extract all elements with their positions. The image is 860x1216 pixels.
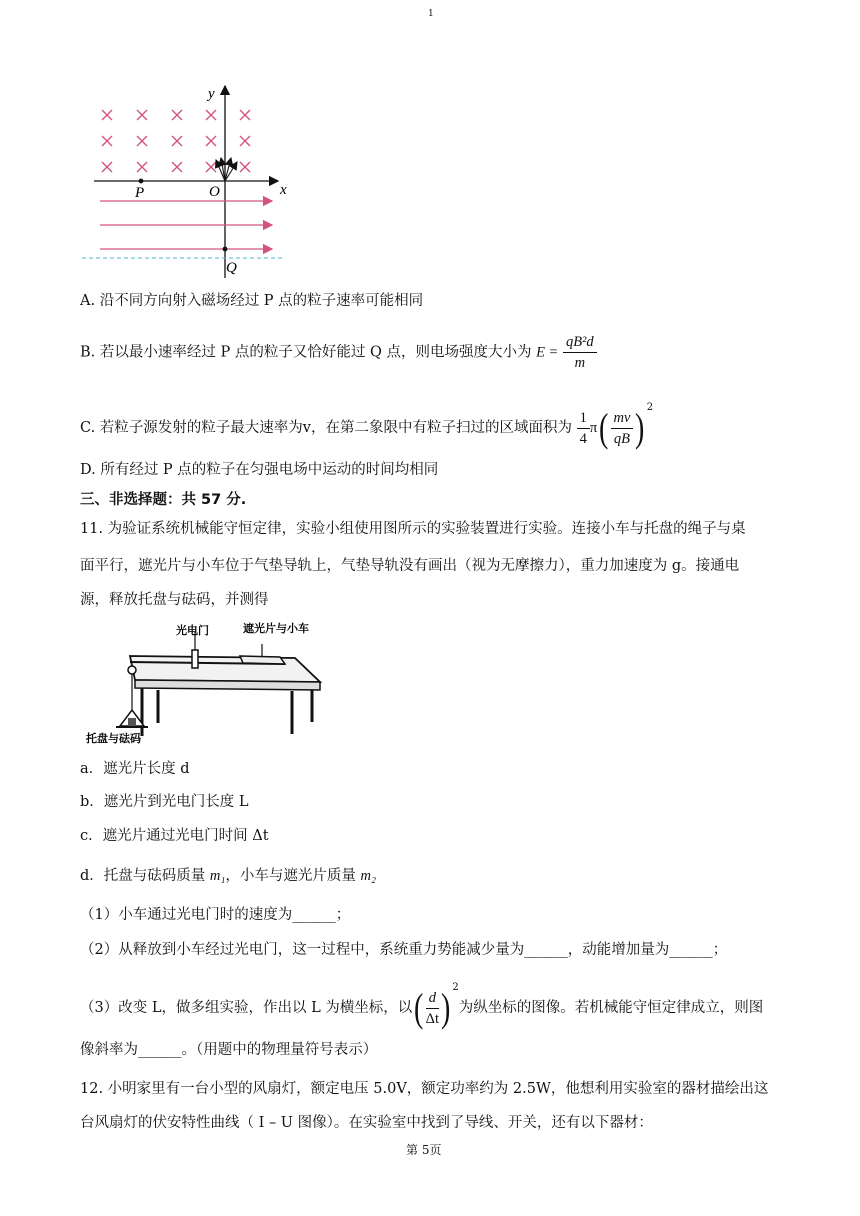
option-c-pi: π: [589, 420, 598, 436]
option-c-numerator: mv: [611, 408, 634, 429]
q11-sub-3: [80, 978, 764, 1030]
q11-item-b: b．遮光片到光电门长度 L: [80, 794, 249, 810]
option-a: A. 沿不同方向射入磁场经过 P 点的粒子速率可能相同: [80, 293, 424, 309]
q11-item-d: [80, 866, 376, 886]
q11-item-d-m1: m₁: [209, 868, 226, 884]
point-p-label: P: [135, 185, 145, 201]
option-c-exponent: 2: [646, 402, 654, 413]
option-c-coef-num: 1: [577, 408, 590, 429]
q11-sub-3-numerator: d: [426, 988, 439, 1009]
q12-line-1: 12. 小明家里有一台小型的风扇灯，额定电压 5.0V，额定功率约为 2.5W，他想利用实验室的器材描绘出这: [80, 1081, 769, 1097]
page-footer: 第 5页: [406, 1143, 442, 1157]
option-b: [80, 332, 597, 378]
label-photogate: 光电门: [176, 624, 209, 637]
header-mark: 1: [428, 9, 434, 19]
label-cart: 遮光片与小车: [243, 622, 309, 635]
option-c-denominator: qB: [613, 430, 631, 447]
origin-label: O: [209, 184, 220, 200]
option-b-denominator: m: [574, 355, 586, 371]
point-p-dot: [139, 179, 144, 184]
magnetic-field-crosses: [102, 110, 250, 172]
q11-item-a: a．遮光片长度 d: [80, 761, 190, 777]
point-q-label: Q: [226, 260, 237, 276]
q11-line-3: 源，释放托盘与砝码，并测得: [80, 592, 269, 608]
q12-line-2: 台风扇灯的伏安特性曲线（ I – U 图像）。在实验室中找到了导线、开关，还有以下器材：: [80, 1115, 653, 1131]
electric-field-arrows: [100, 201, 272, 249]
option-c-fraction: [611, 408, 634, 449]
q11-sub-3-text-post: 为纵坐标的图像。若机械能守恒定律成立，则图: [458, 1000, 764, 1016]
q11-sub-3-denominator: Δt: [425, 1010, 439, 1027]
option-c: [80, 398, 653, 448]
option-c-right-paren: ): [635, 405, 645, 450]
x-axis-label: x: [280, 182, 287, 198]
q11-sub-3-left-paren: (: [414, 985, 424, 1030]
option-c-coef-den: 4: [579, 430, 587, 447]
apparatus-figure: [80, 618, 330, 748]
option-c-left-paren: (: [599, 405, 609, 450]
q11-item-d-m2: m₂: [360, 868, 377, 884]
q11-sub-3-text: （3）改变 L，做多组实验，作出以 L 为横坐标，以: [80, 1000, 413, 1016]
q11-item-d-text: d．托盘与砝码质量: [80, 868, 210, 884]
option-b-numerator: qB²d: [563, 332, 597, 353]
q11-sub-3-right-paren: ): [440, 985, 451, 1030]
field-diagram: [80, 80, 300, 280]
q11-sub-1: （1）小车通过光电门时的速度为______；: [80, 907, 351, 923]
option-b-text: B. 若以最小速率经过 P 点的粒子又恰好能过 Q 点，则电场强度大小为: [80, 344, 537, 361]
label-tray: 托盘与砝码: [86, 732, 141, 745]
q11-line-2: 面平行，遮光片与小车位于气垫导轨上，气垫导轨没有画出（视为无摩擦力），重力加速度为 g。接通电: [80, 558, 740, 574]
velocity-arrows: [216, 158, 237, 181]
q11-sub-3-fraction: [426, 988, 439, 1029]
q11-line-1: 11. 为验证系统机械能守恒定律，实验小组使用图所示的实验装置进行实验。连接小车与托盘的绳子与桌: [80, 521, 746, 537]
option-c-text: C. 若粒子源发射的粒子最大速率为v，在第二象限中有粒子扫过的区域面积为: [80, 420, 572, 436]
q11-sub-2: （2）从释放到小车经过光电门，这一过程中，系统重力势能减少量为______，动能增加量为______；: [80, 942, 728, 958]
option-d: D. 所有经过 P 点的粒子在匀强电场中运动的时间均相同: [80, 462, 439, 478]
q11-sub-3-exponent: 2: [452, 982, 459, 993]
option-b-fraction: [563, 332, 597, 373]
point-q-dot: [223, 247, 228, 252]
option-b-eq: E =: [536, 344, 559, 361]
y-axis-label: y: [208, 86, 215, 102]
q11-sub-3-line-2: 像斜率为______。（用题中的物理量符号表示）: [80, 1042, 378, 1058]
q11-item-d-mid: ，小车与遮光片质量: [225, 868, 361, 884]
option-c-coefficient: [577, 408, 590, 449]
q11-item-c: c．遮光片通过光电门时间 Δt: [80, 828, 269, 844]
section-heading: 三、非选择题：共 57 分.: [80, 492, 247, 508]
